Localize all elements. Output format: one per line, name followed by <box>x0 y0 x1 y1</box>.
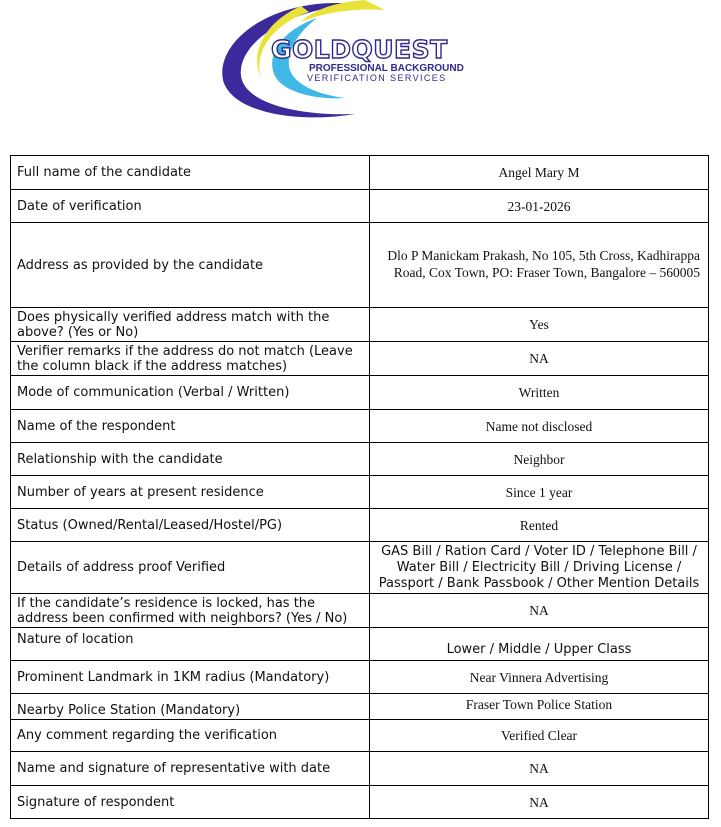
row-label: Number of years at present residence <box>11 476 370 509</box>
table-row <box>11 476 709 509</box>
row-label: Any comment regarding the verification <box>11 720 370 752</box>
row-label: Nature of location <box>11 628 370 661</box>
row-label: Verifier remarks if the address do not match (Leave the column black if the address matches) <box>11 342 370 376</box>
row-label: Name of the respondent <box>11 410 370 443</box>
table-row <box>11 594 709 628</box>
table-row <box>11 752 709 786</box>
row-label: Date of verification <box>11 190 370 223</box>
table-row <box>11 223 709 308</box>
table-row <box>11 342 709 376</box>
row-value: Lower / Middle / Upper Class <box>370 628 709 661</box>
logo-tagline-line2: VERIFICATION SERVICES <box>307 73 447 83</box>
row-value: NA <box>370 594 709 628</box>
table-row <box>11 720 709 752</box>
row-value: Verified Clear <box>370 720 709 752</box>
row-value: Name not disclosed <box>370 410 709 443</box>
row-label: Does physically verified address match with the above? (Yes or No) <box>11 308 370 342</box>
row-label: Prominent Landmark in 1KM radius (Mandatory) <box>11 661 370 694</box>
row-label: If the candidate’s residence is locked, has the address been confirmed with neighbors? (Yes / No) <box>11 594 370 628</box>
table-row <box>11 443 709 476</box>
table-row <box>11 308 709 342</box>
row-value: 23-01-2026 <box>370 190 709 223</box>
row-value: GAS Bill / Ration Card / Voter ID / Telephone Bill / Water Bill / Electricity Bill / Driving License / Passport / Bank Passbook / Other Mention Details <box>370 542 709 594</box>
row-label: Full name of the candidate <box>11 156 370 190</box>
row-label: Details of address proof Verified <box>11 542 370 594</box>
logo-brand-text: GOLDQUEST <box>271 35 448 64</box>
row-value: Fraser Town Police Station <box>370 694 709 720</box>
table-row <box>11 786 709 819</box>
row-value: NA <box>370 752 709 786</box>
row-label: Relationship with the candidate <box>11 443 370 476</box>
row-value: Rented <box>370 509 709 542</box>
row-value: Dlo P Manickam Prakash, No 105, 5th Cross, Kadhirappa Road, Cox Town, PO: Fraser Town, Bangalore – 560005 <box>370 223 709 308</box>
verification-table <box>10 155 709 819</box>
row-label: Mode of communication (Verbal / Written) <box>11 376 370 410</box>
row-value: Written <box>370 376 709 410</box>
table-row <box>11 661 709 694</box>
row-label: Status (Owned/Rental/Leased/Hostel/PG) <box>11 509 370 542</box>
table-row <box>11 628 709 661</box>
table-row <box>11 694 709 720</box>
logo-graphic <box>205 0 515 122</box>
row-value: Near Vinnera Advertising <box>370 661 709 694</box>
table-row <box>11 509 709 542</box>
table-row <box>11 410 709 443</box>
row-value: Since 1 year <box>370 476 709 509</box>
row-value: Yes <box>370 308 709 342</box>
table-row <box>11 376 709 410</box>
row-value: NA <box>370 342 709 376</box>
table-row <box>11 542 709 594</box>
row-label: Address as provided by the candidate <box>11 223 370 308</box>
table-row <box>11 156 709 190</box>
table-row <box>11 190 709 223</box>
row-value: Neighbor <box>370 443 709 476</box>
row-value: NA <box>370 786 709 819</box>
row-label: Name and signature of representative with date <box>11 752 370 786</box>
logo-tagline-line1: PROFESSIONAL BACKGROUND <box>309 63 464 74</box>
row-label: Nearby Police Station (Mandatory) <box>11 694 370 720</box>
goldquest-logo <box>205 0 515 122</box>
row-label: Signature of respondent <box>11 786 370 819</box>
row-value: Angel Mary M <box>370 156 709 190</box>
